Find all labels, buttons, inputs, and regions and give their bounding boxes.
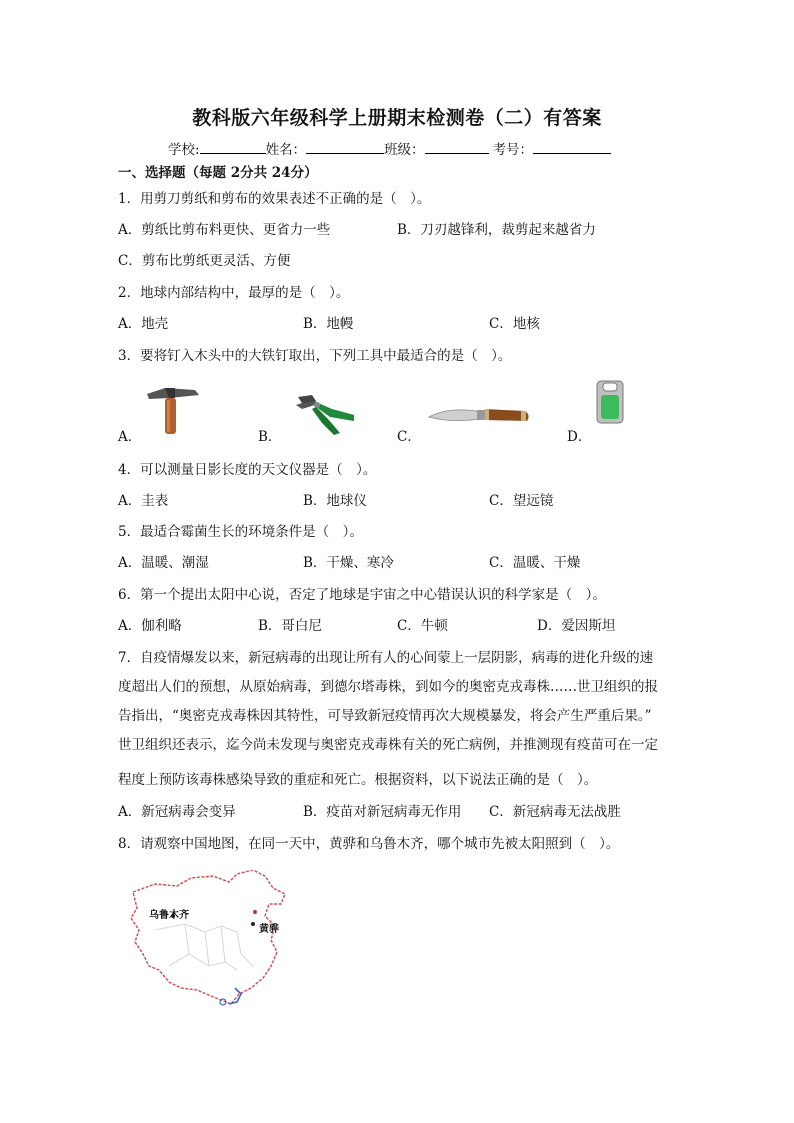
china-map xyxy=(125,870,305,1014)
question-1-stem: 1．用剪刀剪纸和剪布的效果表述不正确的是（ ）。 xyxy=(118,191,431,207)
q6-option-b[interactable]: B．哥白尼 xyxy=(258,618,322,634)
student-info-row xyxy=(168,138,611,158)
q4-option-b[interactable]: B．地球仪 xyxy=(303,493,367,509)
question-7-line-5: 程度上预防该毒株感染导致的重症和死亡。根据资料，以下说法正确的是（ ）。 xyxy=(118,772,598,788)
q3-option-d[interactable]: D． xyxy=(567,429,592,445)
q3-option-a[interactable]: A． xyxy=(118,429,142,445)
q4-option-a[interactable]: A．圭表 xyxy=(118,493,169,509)
q3-option-b[interactable]: B． xyxy=(258,429,282,445)
question-6-stem: 6．第一个提出太阳中心说，否定了地球是宇宙之中心错误认识的科学家是（ ）。 xyxy=(118,587,606,603)
q7-option-b[interactable]: B．疫苗对新冠病毒无作用 xyxy=(303,804,462,820)
school-field[interactable] xyxy=(200,139,266,154)
q1-option-a[interactable]: A．剪纸比剪布料更快、更省力一些 xyxy=(118,222,331,238)
number-label: 考号： xyxy=(492,142,534,158)
q2-option-a[interactable]: A．地壳 xyxy=(118,316,169,332)
section-heading: 一、选择题（每题 2分共 24分） xyxy=(118,165,318,181)
q2-option-c[interactable]: C．地核 xyxy=(489,316,540,332)
q7-option-c[interactable]: C．新冠病毒无法战胜 xyxy=(489,804,621,820)
name-label: 姓名： xyxy=(265,142,307,158)
q7-option-a[interactable]: A．新冠病毒会变异 xyxy=(118,804,236,820)
question-5-stem: 5．最适合霉菌生长的环境条件是（ ）。 xyxy=(118,524,363,540)
q6-option-c[interactable]: C．牛顿 xyxy=(397,618,448,634)
question-7-line-3: 告指出，“奥密克戎毒株因其特性，可导致新冠疫情再次大规模暴发，将会产生严重后果。” xyxy=(118,708,652,724)
q6-option-a[interactable]: A．伽利略 xyxy=(118,618,182,634)
school-label: 学校: xyxy=(168,142,200,158)
pliers-icon xyxy=(292,395,358,441)
name-field[interactable] xyxy=(306,139,384,154)
q3-option-c[interactable]: C． xyxy=(397,429,421,445)
number-field[interactable] xyxy=(533,139,611,154)
q2-option-b[interactable]: B．地幔 xyxy=(303,316,354,332)
question-4-stem: 4．可以测量日影长度的天文仪器是（ ）。 xyxy=(118,462,377,478)
knife-icon xyxy=(427,403,533,433)
question-2-stem: 2．地球内部结构中，最厚的是（ ）。 xyxy=(118,285,350,301)
q1-option-c[interactable]: C．剪布比剪纸更灵活、方便 xyxy=(118,253,291,269)
q1-option-b[interactable]: B．刀刃越锋利，裁剪起来越省力 xyxy=(397,222,596,238)
q5-option-a[interactable]: A．温暖、潮湿 xyxy=(118,555,209,571)
q6-option-d[interactable]: D．爱因斯坦 xyxy=(537,618,616,634)
page-title: 教科版六年级科学上册期末检测卷（二）有答案 xyxy=(192,107,602,129)
bottle-opener-icon xyxy=(593,379,635,429)
question-7-line-1: 7．自疫情爆发以来，新冠病毒的出现让所有人的心间蒙上一层阴影，病毒的进化升级的速 xyxy=(118,650,654,666)
q4-option-c[interactable]: C．望远镜 xyxy=(489,493,554,509)
map-label-huanghua: 黄骅 xyxy=(259,924,279,935)
question-7-line-4: 世卫组织还表示，迄今尚未发现与奥密克戎毒株有关的死亡病例，并推测现有疫苗可在一定 xyxy=(118,737,658,753)
q5-option-c[interactable]: C．温暖、干燥 xyxy=(489,555,581,571)
q5-option-b[interactable]: B．干燥、寒冷 xyxy=(303,555,394,571)
question-7-line-2: 度超出人们的预想，从原始病毒，到德尔塔毒株，到如今的奥密克戎毒株……世卫组织的报 xyxy=(118,679,658,695)
question-3-stem: 3．要将钉入木头中的大铁钉取出，下列工具中最适合的是（ ）。 xyxy=(118,348,512,364)
hammer-icon xyxy=(145,386,203,440)
map-label-urumqi: 乌鲁木齐 xyxy=(149,910,189,921)
question-8-stem: 8．请观察中国地图，在同一天中，黄骅和乌鲁木齐，哪个城市先被太阳照到（ ）。 xyxy=(118,836,620,852)
class-field[interactable] xyxy=(425,139,489,154)
class-label: 班级： xyxy=(384,142,425,158)
